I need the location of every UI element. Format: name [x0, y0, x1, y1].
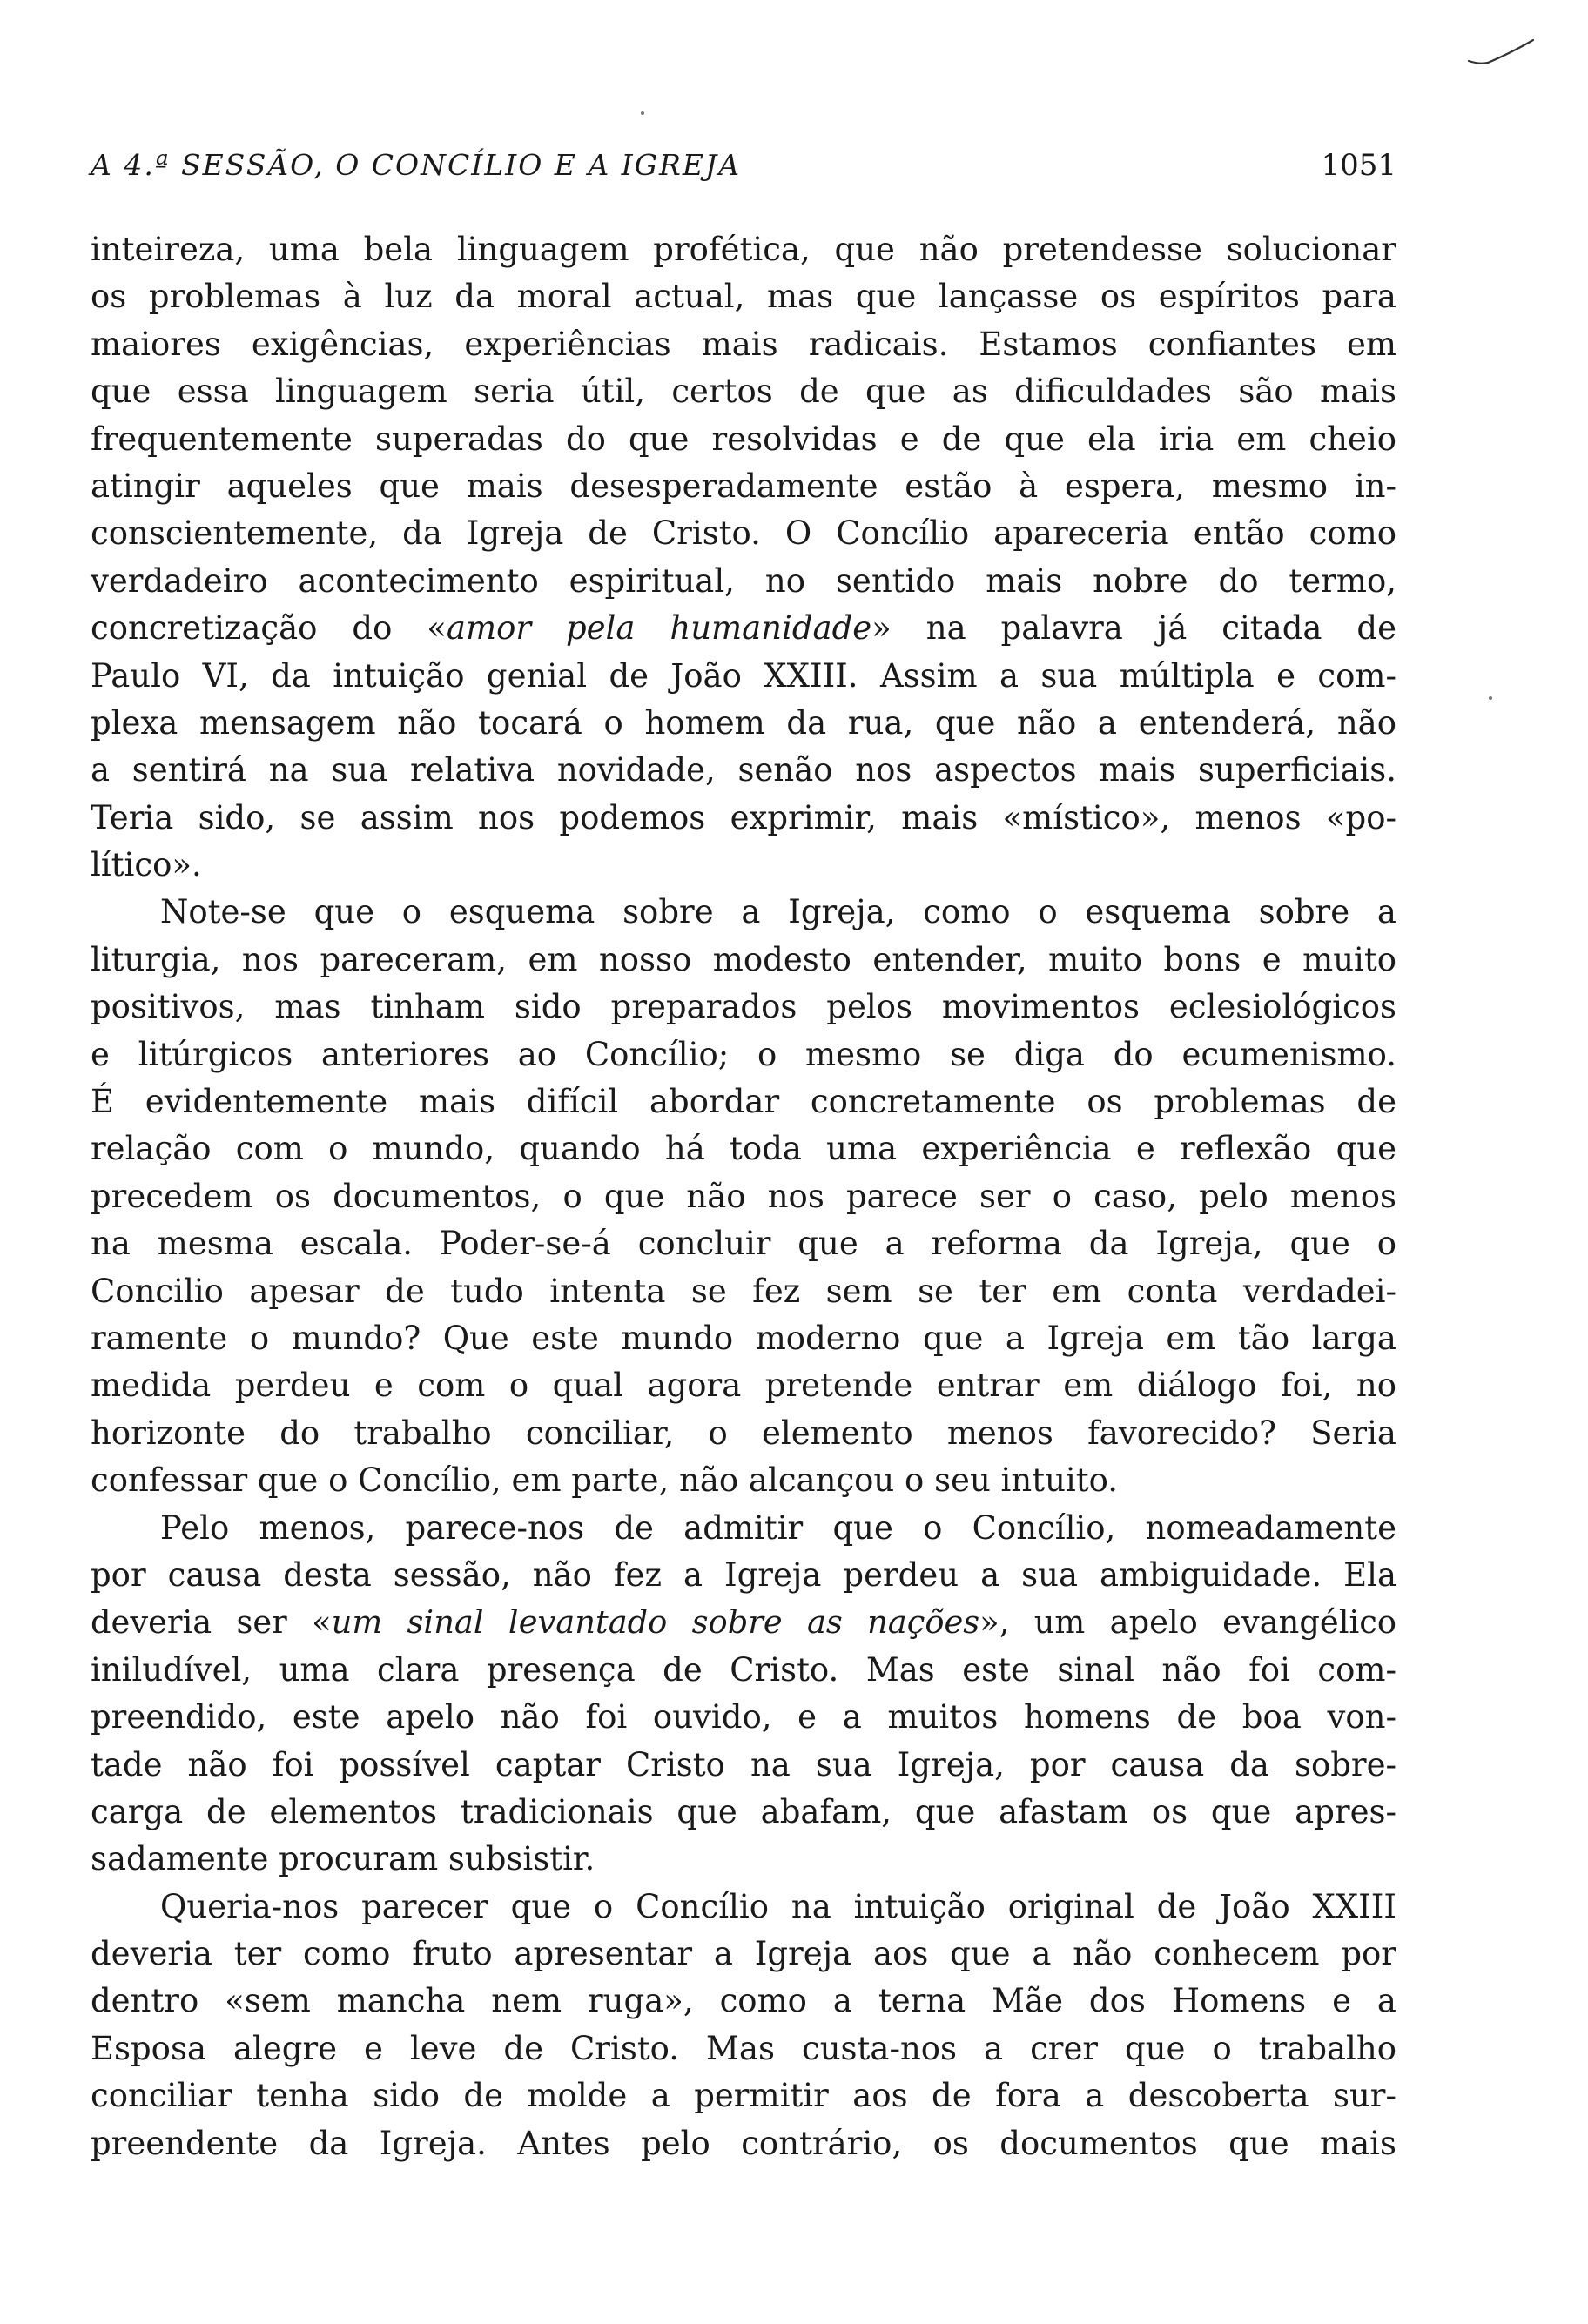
text-line: verdadeiro acontecimento espiritual, no sentido mais nobre do termo,	[91, 561, 1396, 600]
text-line: preendente da Igreja. Antes pelo contrário, os documentos que mais	[91, 2124, 1396, 2162]
text-line: atingir aqueles que mais desesperadamente estão à espera, mesmo in-	[91, 467, 1396, 505]
text-line: positivos, mas tinham sido preparados pelos movimentos eclesiológicos	[91, 988, 1396, 1026]
text-line: Teria sido, se assim nos podemos exprimir, mais «místico», menos «po-	[91, 798, 1396, 836]
text-line: na mesma escala. Poder-se-á concluir que a reforma da Igreja, que o	[91, 1225, 1396, 1263]
text-line: ramente o mundo? Que este mundo moderno que a Igreja em tão larga	[91, 1319, 1396, 1357]
text-line: Paulo VI, da intuição genial de João XXIII. Assim a sua múltipla e com-	[91, 656, 1396, 695]
text-line: tade não foi possível captar Cristo na sua Igreja, por causa da sobre-	[91, 1745, 1396, 1783]
text-line: plexa mensagem não tocará o homem da rua, que não a entenderá, não	[91, 703, 1396, 742]
running-header	[91, 139, 1396, 191]
text-line: Pelo menos, parece-nos de admitir que o Concílio, nomeadamente	[160, 1508, 1396, 1547]
text-line: Concilio apesar de tudo intenta se fez sem se ter em conta verdadei-	[91, 1272, 1396, 1310]
text-line: deveria ser «um sinal levantado sobre as nações», um apelo evangélico	[91, 1603, 1396, 1642]
text-line: horizonte do trabalho conciliar, o elemento menos favorecido? Seria	[91, 1414, 1396, 1452]
text-line: concretização do «amor pela humanidade» na palavra já citada de	[91, 609, 1396, 648]
text-line: os problemas à luz da moral actual, mas que lançasse os espíritos para	[91, 278, 1396, 316]
text-line: inteireza, uma bela linguagem profética, que não pretendesse solucionar	[91, 231, 1396, 268]
text-line: liturgia, nos pareceram, em nosso modesto entender, muito bons e muito	[91, 940, 1396, 978]
text-line: deveria ter como fruto apresentar a Igreja aos que a não conhecem por	[91, 1935, 1396, 1973]
text-line: conscientemente, da Igreja de Cristo. O Concílio apareceria então como	[91, 514, 1396, 553]
text-line: lítico».	[91, 846, 202, 884]
text-line: confessar que o Concílio, em parte, não alcançou o seu intuito.	[91, 1461, 1118, 1500]
text-line: Note-se que o esquema sobre a Igreja, como o esquema sobre a	[160, 893, 1396, 931]
text-line: preendido, este apelo não foi ouvido, e a muitos homens de boa von-	[91, 1698, 1396, 1736]
text-line: carga de elementos tradicionais que abafam, que afastam os que apres-	[91, 1792, 1396, 1830]
text-line: maiores exigências, experiências mais radicais. Estamos confiantes em	[91, 325, 1396, 363]
text-line: que essa linguagem seria útil, certos de que as dificuldades são mais	[91, 373, 1396, 411]
stray-dot	[641, 111, 644, 115]
running-title: A 4.ª SESSÃO, O CONCÍLIO E A IGREJA	[91, 148, 742, 182]
text-line: iniludível, uma clara presença de Cristo. Mas este sinal não foi com-	[91, 1650, 1396, 1689]
text-line: É evidentemente mais difícil abordar concretamente os problemas de	[91, 1083, 1396, 1121]
text-line: e litúrgicos anteriores ao Concílio; o mesmo se diga do ecumenismo.	[91, 1035, 1396, 1073]
text-line: conciliar tenha sido de molde a permitir aos de fora a descoberta sur-	[91, 2077, 1396, 2115]
text-line: medida perdeu e com o qual agora pretende entrar em diálogo foi, no	[91, 1367, 1396, 1405]
text-line: precedem os documentos, o que não nos parece ser o caso, pelo menos	[91, 1177, 1396, 1215]
text-line: Esposa alegre e leve de Cristo. Mas custa-nos a crer que o trabalho	[91, 2029, 1396, 2067]
text-line: dentro «sem mancha nem ruga», como a terna Mãe dos Homens e a	[91, 1982, 1396, 2020]
pencil-tick-mark	[1467, 35, 1537, 70]
text-line: a sentirá na sua relativa novidade, senão nos aspectos mais superficiais.	[91, 751, 1396, 789]
stray-dot	[1489, 696, 1492, 700]
text-line: Queria-nos parecer que o Concílio na intuição original de João XXIII	[160, 1887, 1396, 1925]
text-line: sadamente procuram subsistir.	[91, 1840, 596, 1878]
text-line: relação com o mundo, quando há toda uma experiência e reflexão que	[91, 1130, 1396, 1168]
text-line: por causa desta sessão, não fez a Igreja perdeu a sua ambiguidade. Ela	[91, 1555, 1396, 1594]
text-line: frequentemente superadas do que resolvidas e de que ela iria em cheio	[91, 420, 1396, 458]
page-number: 1051	[1321, 148, 1396, 183]
body-text	[91, 226, 1396, 2167]
